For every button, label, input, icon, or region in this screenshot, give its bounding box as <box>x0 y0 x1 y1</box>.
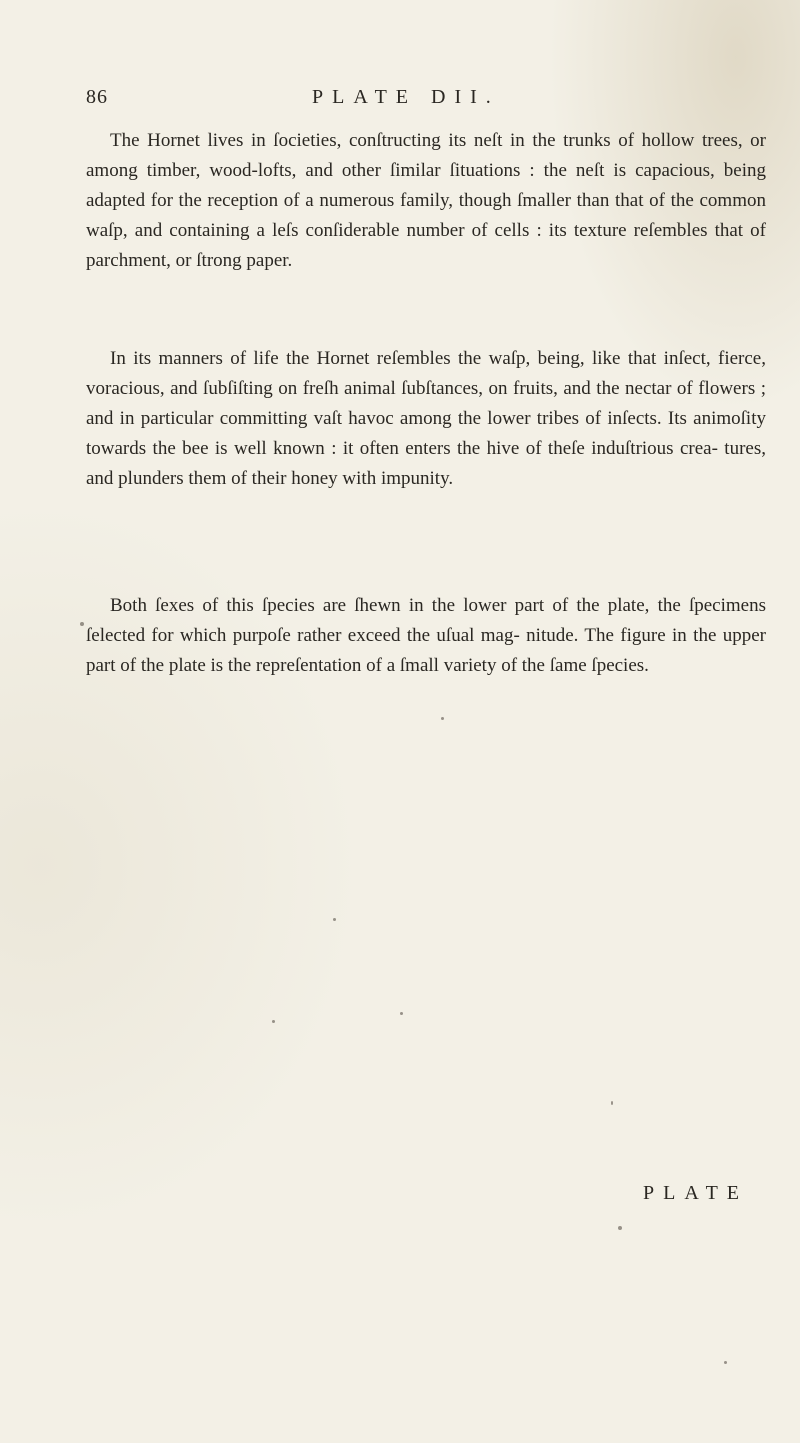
paragraph-text: Both ſexes of this ſpecies are ſhewn in the lower part of the plate, the ſpecimens ſelected for which purpoſe rather exceed the uſual mag- nitude. The figure in the upper part of the plate is the repreſentation of a ſmall variety of the ſame ſpecies. <box>86 595 766 676</box>
paper-speck <box>333 918 336 921</box>
paragraph-hornet-nest <box>86 126 766 276</box>
paper-speck <box>618 1226 622 1230</box>
paragraph-hornet-manners <box>86 344 766 494</box>
catchword: PLATE <box>643 1182 748 1204</box>
paragraph-text: In its manners of life the Hornet reſembles the waſp, being, like that inſect, fierce, voracious, and ſubſiſting on freſh animal ſubſtances, on fruits, and the nectar of flowers ; and in particular committing vaſt havoc among the lower tribes of inſects. Its animoſity towards the bee is well known : it often enters the hive of theſe induſtrious crea- tures, and plunders them of their honey with impunity. <box>86 348 766 489</box>
paper-speck <box>400 1012 403 1015</box>
paper-speck <box>441 717 444 720</box>
paragraph-text: The Hornet lives in ſocieties, conſtructing its neſt in the trunks of hollow trees, or among timber, wood-lofts, and other ſimilar ſituations : the neſt is capacious, being adapted for the reception of a numerous family, though ſmaller than that of the common waſp, and containing a leſs conſiderable number of cells : its texture reſembles that of parchment, or ſtrong paper. <box>86 130 766 271</box>
paper-speck <box>724 1361 727 1364</box>
paragraph-plate-description <box>86 591 766 681</box>
paper-speck <box>611 1101 613 1105</box>
paper-speck <box>272 1020 275 1023</box>
running-head: PLATE DII. <box>312 86 500 108</box>
paper-speck <box>80 622 84 626</box>
page-number: 86 <box>86 86 108 108</box>
